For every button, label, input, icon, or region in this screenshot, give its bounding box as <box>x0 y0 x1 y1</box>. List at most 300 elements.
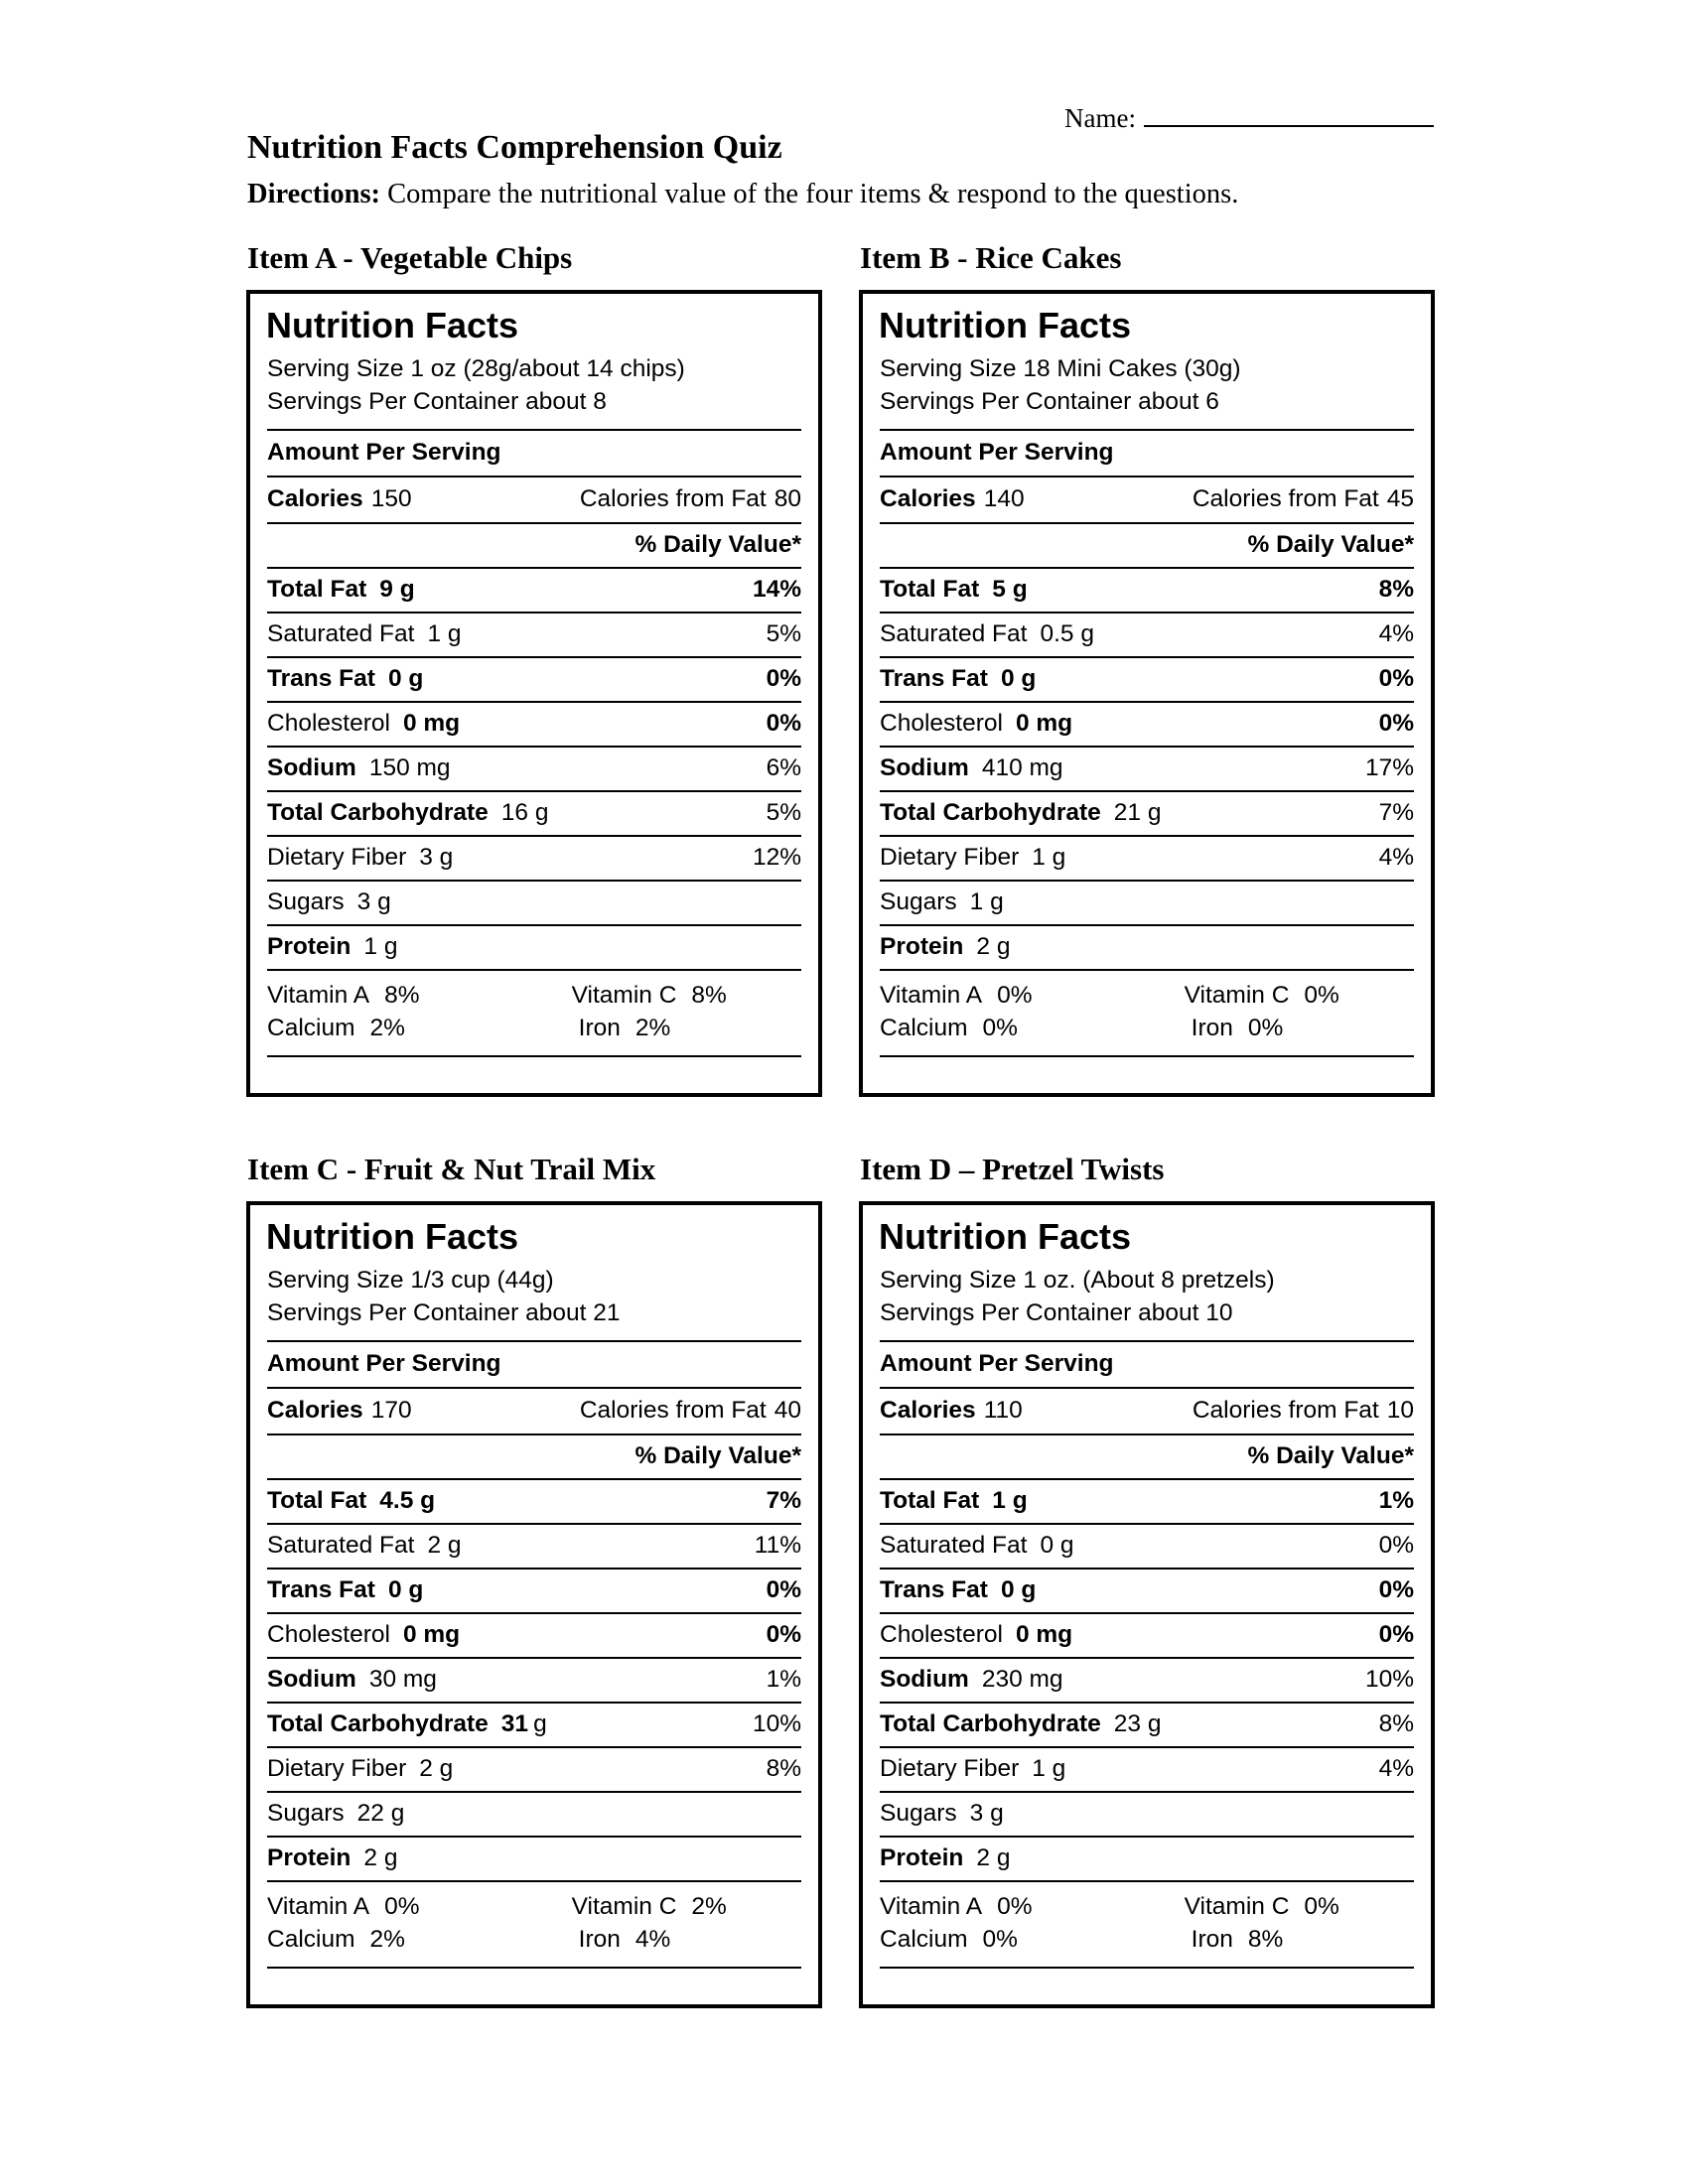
amount-per-serving-label: Amount Per Serving <box>880 1350 1114 1377</box>
nutrient-label: Cholesterol <box>880 1621 1003 1648</box>
calories <box>267 485 412 513</box>
calories-from-fat-label: Calories from Fat <box>1192 485 1379 512</box>
vitamin-cell <box>572 1890 801 1923</box>
nutrient-amount: 150 mg <box>368 754 451 781</box>
nutrient-amount: 2 g <box>976 933 1011 960</box>
panel-title: Nutrition Facts <box>879 1216 1132 1257</box>
nutrient-amount: 2 g <box>427 1532 462 1559</box>
nutrient-name-amount <box>880 1800 1004 1828</box>
nutrient-row <box>880 567 1414 612</box>
nutrient-amount: 0 g <box>1000 1576 1037 1603</box>
nutrient-label: Sugars <box>880 1800 957 1827</box>
daily-value-percent: 8% <box>1378 576 1414 603</box>
vitamin-cell <box>267 1890 572 1923</box>
calories-from-fat-value: 10 <box>1386 1397 1414 1424</box>
daily-value-percent: 1% <box>1378 1487 1414 1514</box>
divider <box>267 1055 801 1057</box>
vitamin-cell <box>1185 1890 1414 1923</box>
nutrient-row <box>880 924 1414 969</box>
vitamin-name: Calcium <box>880 1015 968 1041</box>
nutrient-label: Trans Fat <box>267 1576 375 1603</box>
nutrient-row <box>267 1657 801 1702</box>
nutrient-unit: g <box>533 1710 547 1737</box>
calories-row <box>880 478 1414 522</box>
daily-value-percent: 0% <box>766 1621 801 1648</box>
daily-value-percent: 8% <box>766 1755 801 1782</box>
nutrient-amount: 2 g <box>976 1844 1011 1871</box>
calories-from-fat <box>580 485 801 513</box>
calories-label: Calories <box>267 485 363 512</box>
servings-per-container: Servings Per Container about 8 <box>267 388 607 415</box>
nutrient-row <box>267 746 801 790</box>
serving-size: Serving Size 1 oz. (About 8 pretzels) <box>880 1267 1275 1294</box>
nutrient-amount: 21 g <box>1113 799 1162 826</box>
nutrient-name-amount <box>880 1532 1074 1560</box>
nutrient-amount: 1 g <box>363 933 398 960</box>
item-heading: Item A - Vegetable Chips <box>247 240 573 275</box>
vitamin-name: Vitamin C <box>1184 1893 1290 1920</box>
nutrient-label: Protein <box>880 1844 964 1871</box>
serving-size: Serving Size 1/3 cup (44g) <box>267 1267 554 1294</box>
nutrient-amount: 3 g <box>969 1800 1004 1827</box>
vitamin-name: Calcium <box>267 1015 355 1041</box>
nutrient-name-amount <box>267 1755 453 1783</box>
vitamins-block <box>880 969 1414 1055</box>
nutrient-name-amount <box>267 799 548 827</box>
vitamin-value: 0% <box>1304 1893 1339 1920</box>
nutrient-label: Saturated Fat <box>267 1532 415 1559</box>
nutrient-label: Total Fat <box>880 576 980 603</box>
servings-per-container: Servings Per Container about 10 <box>880 1299 1233 1326</box>
nutrient-row <box>267 567 801 612</box>
directions <box>247 179 1238 210</box>
nutrient-name-amount <box>267 754 451 782</box>
nutrient-label: Total Carbohydrate <box>880 799 1101 826</box>
nutrient-name-amount <box>880 1844 1010 1872</box>
vitamin-value: 8% <box>1247 1926 1284 1953</box>
nutrient-name-amount <box>880 1710 1161 1738</box>
daily-value-percent: 11% <box>754 1532 801 1559</box>
servings-per-container: Servings Per Container about 21 <box>267 1299 621 1326</box>
vitamins-block <box>267 969 801 1055</box>
nutrient-label: Saturated Fat <box>880 1532 1028 1559</box>
vitamin-cell <box>880 1890 1185 1923</box>
calories-label: Calories <box>880 1397 976 1424</box>
nutrient-row <box>880 701 1414 746</box>
daily-value-percent: 10% <box>752 1710 801 1737</box>
nutrient-name-amount <box>880 1621 1072 1649</box>
nutrient-amount: 1 g <box>1032 1755 1066 1782</box>
daily-value-header: % Daily Value* <box>634 1442 801 1469</box>
nutrient-row <box>267 790 801 835</box>
calories-row <box>267 1389 801 1433</box>
daily-value-percent: 0% <box>1378 1532 1414 1559</box>
nutrient-name-amount <box>880 799 1161 827</box>
nutrient-row <box>267 1523 801 1568</box>
divider <box>880 1967 1414 1969</box>
nutrient-name-amount <box>267 888 391 916</box>
nutrient-name-amount <box>880 1666 1063 1694</box>
serving-info <box>267 352 801 429</box>
nutrient-name-amount <box>267 710 460 738</box>
nutrient-name-amount <box>267 844 453 872</box>
calories-from-fat-value: 45 <box>1386 485 1414 512</box>
nutrient-row <box>267 612 801 656</box>
nutrient-label: Dietary Fiber <box>267 1755 407 1782</box>
vitamin-cell <box>267 979 572 1012</box>
vitamin-value: 0% <box>384 1893 420 1920</box>
nutrient-row <box>267 1791 801 1836</box>
nutrient-row <box>880 790 1414 835</box>
nutrient-amount: 1 g <box>1032 844 1066 871</box>
serving-size: Serving Size 18 Mini Cakes (30g) <box>880 355 1241 382</box>
vitamin-value: 2% <box>634 1015 671 1041</box>
calories <box>880 1397 1023 1425</box>
nutrient-row <box>267 835 801 880</box>
vitamin-cell <box>572 1012 801 1044</box>
nutrient-label: Cholesterol <box>267 1621 390 1648</box>
nutrient-row <box>880 656 1414 701</box>
nutrient-name-amount <box>880 665 1036 693</box>
nutrient-amount: 1 g <box>992 1487 1028 1514</box>
nutrient-rows <box>880 567 1414 969</box>
nutrient-amount: 0 g <box>387 665 424 692</box>
nutrient-name-amount <box>880 754 1063 782</box>
nutrient-label: Dietary Fiber <box>880 1755 1020 1782</box>
calories-from-fat <box>580 1397 801 1425</box>
daily-value-header: % Daily Value* <box>1247 531 1414 558</box>
calories-value: 110 <box>983 1397 1023 1424</box>
daily-value-percent: 0% <box>1378 710 1414 737</box>
nutrient-name-amount <box>267 933 397 961</box>
nutrient-row <box>267 1836 801 1880</box>
vitamin-cell <box>880 1012 1185 1044</box>
vitamin-cell <box>880 1923 1185 1956</box>
panel-title: Nutrition Facts <box>266 1216 519 1257</box>
nutrient-label: Protein <box>267 1844 352 1871</box>
daily-value-percent: 0% <box>766 665 801 692</box>
nutrient-label: Saturated Fat <box>267 620 415 647</box>
daily-value-percent: 5% <box>766 799 801 826</box>
panel-title: Nutrition Facts <box>266 305 519 345</box>
daily-value-percent: 7% <box>1378 799 1414 826</box>
vitamin-value: 4% <box>634 1926 671 1953</box>
amount-per-serving-label: Amount Per Serving <box>267 439 501 466</box>
vitamins-block <box>267 1880 801 1967</box>
daily-value-header: % Daily Value* <box>634 531 801 558</box>
nutrient-row <box>880 746 1414 790</box>
nutrition-item <box>859 240 1435 1097</box>
vitamin-name: Vitamin C <box>571 982 677 1009</box>
nutrient-row <box>880 1702 1414 1746</box>
vitamin-name: Calcium <box>267 1926 355 1953</box>
calories-from-fat-value: 40 <box>774 1397 801 1424</box>
calories-row <box>267 478 801 522</box>
nutrient-amount: 5 g <box>992 576 1028 603</box>
nutrient-name-amount <box>267 1800 404 1828</box>
nutrient-label: Protein <box>267 933 352 960</box>
nutrition-item <box>859 1152 1435 2008</box>
nutrient-label: Trans Fat <box>880 665 988 692</box>
vitamin-name: Iron <box>578 1015 621 1041</box>
nutrient-amount: 0 g <box>387 1576 424 1603</box>
serving-info <box>880 352 1414 429</box>
calories-value: 170 <box>370 1397 412 1424</box>
nutrient-name-amount <box>267 1487 435 1515</box>
nutrient-label: Dietary Fiber <box>880 844 1020 871</box>
calories-row <box>880 1389 1414 1433</box>
nutrient-amount: 30 mg <box>368 1666 437 1693</box>
nutrient-amount: 0 mg <box>1015 710 1073 737</box>
vitamin-value: 2% <box>369 1015 405 1041</box>
calories-from-fat <box>1193 485 1414 513</box>
nutrient-row <box>880 1612 1414 1657</box>
vitamin-value: 2% <box>691 1893 727 1920</box>
vitamins-block <box>880 1880 1414 1967</box>
nutrient-name-amount <box>267 1710 547 1738</box>
calories-label: Calories <box>880 485 976 512</box>
nutrient-amount: 0 g <box>1000 665 1037 692</box>
serving-info <box>880 1264 1414 1340</box>
vitamin-name: Iron <box>1191 1015 1233 1041</box>
daily-value-percent: 12% <box>752 844 801 871</box>
vitamin-name: Vitamin A <box>880 982 983 1009</box>
vitamin-cell <box>1185 1012 1414 1044</box>
calories <box>880 485 1025 513</box>
vitamin-name: Iron <box>578 1926 621 1953</box>
vitamin-name: Vitamin A <box>267 982 370 1009</box>
nutrient-amount: 3 g <box>356 888 391 915</box>
nutrient-rows <box>880 1478 1414 1880</box>
vitamin-name: Vitamin A <box>267 1893 370 1920</box>
nutrient-label: Sodium <box>880 1666 969 1693</box>
vitamin-cell <box>1185 979 1414 1012</box>
nutrient-amount: 31 <box>500 1710 529 1737</box>
nutrient-label: Sodium <box>267 754 356 781</box>
page-title: Nutrition Facts Comprehension Quiz <box>247 129 782 166</box>
panel-title: Nutrition Facts <box>879 305 1132 345</box>
nutrient-label: Cholesterol <box>267 710 390 737</box>
nutrient-label: Dietary Fiber <box>267 844 407 871</box>
daily-value-percent: 6% <box>766 754 801 781</box>
nutrient-label: Sodium <box>880 754 969 781</box>
daily-value-percent: 0% <box>1378 665 1414 692</box>
nutrient-amount: 1 g <box>427 620 462 647</box>
nutrient-name-amount <box>880 844 1065 872</box>
nutrient-row <box>267 924 801 969</box>
nutrient-row <box>880 1568 1414 1612</box>
nutrient-rows <box>267 1478 801 1880</box>
name-row <box>1064 97 1434 134</box>
nutrient-label: Total Fat <box>880 1487 980 1514</box>
name-label: Name: <box>1064 103 1136 133</box>
nutrient-label: Total Fat <box>267 576 367 603</box>
amount-per-serving-label: Amount Per Serving <box>267 1350 501 1377</box>
nutrition-item <box>246 240 822 1097</box>
vitamin-cell <box>267 1923 572 1956</box>
calories-from-fat-label: Calories from Fat <box>579 485 767 512</box>
daily-value-percent: 7% <box>766 1487 801 1514</box>
nutrient-amount: 3 g <box>419 844 454 871</box>
nutrient-amount: 9 g <box>379 576 415 603</box>
daily-value-percent: 0% <box>766 1576 801 1603</box>
vitamin-value: 2% <box>369 1926 405 1953</box>
nutrient-label: Sugars <box>267 1800 345 1827</box>
vitamin-name: Iron <box>1191 1926 1233 1953</box>
vitamin-cell <box>1185 1923 1414 1956</box>
nutrient-label: Total Fat <box>267 1487 367 1514</box>
nutrient-amount: 22 g <box>356 1800 405 1827</box>
calories-value: 140 <box>983 485 1025 512</box>
nutrient-row <box>267 701 801 746</box>
nutrient-amount: 230 mg <box>981 1666 1063 1693</box>
nutrient-amount: 0.5 g <box>1040 620 1094 647</box>
nutrient-amount: 0 mg <box>1015 1621 1073 1648</box>
nutrient-row <box>880 1657 1414 1702</box>
nutrient-label: Total Carbohydrate <box>267 1710 489 1737</box>
calories <box>267 1397 412 1425</box>
nutrient-label: Total Carbohydrate <box>267 799 489 826</box>
item-heading: Item B - Rice Cakes <box>860 240 1122 275</box>
serving-size: Serving Size 1 oz (28g/about 14 chips) <box>267 355 685 382</box>
name-blank-line <box>1144 97 1434 127</box>
nutrient-row <box>880 1746 1414 1791</box>
nutrient-amount: 1 g <box>969 888 1004 915</box>
nutrition-facts-panel <box>859 1201 1435 2008</box>
nutrient-label: Protein <box>880 933 964 960</box>
daily-value-percent: 1% <box>766 1666 801 1693</box>
nutrient-name-amount <box>880 1755 1065 1783</box>
daily-value-percent: 4% <box>1378 1755 1414 1782</box>
nutrient-name-amount <box>267 1844 397 1872</box>
nutrient-row <box>880 880 1414 924</box>
vitamin-cell <box>880 979 1185 1012</box>
directions-text: Compare the nutritional value of the four items & respond to the questions. <box>380 179 1239 209</box>
nutrient-row <box>880 835 1414 880</box>
calories-from-fat-label: Calories from Fat <box>1192 1397 1379 1424</box>
nutrient-label: Trans Fat <box>267 665 375 692</box>
nutrient-label: Cholesterol <box>880 710 1003 737</box>
daily-value-percent: 5% <box>766 620 801 647</box>
daily-value-percent: 10% <box>1364 1666 1414 1693</box>
nutrient-name-amount <box>267 1666 437 1694</box>
nutrient-name-amount <box>880 620 1094 648</box>
amount-per-serving-label: Amount Per Serving <box>880 439 1114 466</box>
daily-value-percent: 8% <box>1378 1710 1414 1737</box>
daily-value-percent: 4% <box>1378 844 1414 871</box>
nutrient-amount: 0 g <box>1040 1532 1074 1559</box>
daily-value-header: % Daily Value* <box>1247 1442 1414 1469</box>
calories-from-fat-label: Calories from Fat <box>579 1397 767 1424</box>
nutrient-name-amount <box>267 1621 460 1649</box>
daily-value-percent: 17% <box>1364 754 1414 781</box>
nutrient-amount: 410 mg <box>981 754 1063 781</box>
nutrient-name-amount <box>880 888 1004 916</box>
vitamin-value: 8% <box>691 982 727 1009</box>
vitamin-name: Calcium <box>880 1926 968 1953</box>
nutrient-amount: 2 g <box>419 1755 454 1782</box>
nutrient-name-amount <box>267 665 423 693</box>
nutrition-item <box>246 1152 822 2008</box>
vitamin-value: 0% <box>997 1893 1033 1920</box>
nutrient-row <box>880 612 1414 656</box>
vitamin-name: Vitamin C <box>1184 982 1290 1009</box>
nutrient-name-amount <box>880 1487 1028 1515</box>
nutrient-amount: 23 g <box>1113 1710 1162 1737</box>
nutrient-row <box>267 1568 801 1612</box>
nutrient-row <box>267 1702 801 1746</box>
vitamin-value: 0% <box>1304 982 1339 1009</box>
daily-value-percent: 4% <box>1378 620 1414 647</box>
nutrient-amount: 0 mg <box>402 710 461 737</box>
daily-value-percent: 14% <box>752 576 801 603</box>
nutrient-row <box>880 1478 1414 1523</box>
vitamin-cell <box>267 1012 572 1044</box>
nutrient-label: Sugars <box>880 888 957 915</box>
item-heading: Item D – Pretzel Twists <box>860 1152 1165 1186</box>
calories-from-fat-value: 80 <box>774 485 801 512</box>
nutrient-row <box>267 880 801 924</box>
calories-value: 150 <box>370 485 412 512</box>
nutrient-name-amount <box>880 576 1028 604</box>
vitamin-name: Vitamin A <box>880 1893 983 1920</box>
vitamin-value: 0% <box>982 1926 1018 1953</box>
calories-label: Calories <box>267 1397 363 1424</box>
daily-value-percent: 0% <box>1378 1576 1414 1603</box>
serving-info <box>267 1264 801 1340</box>
nutrient-name-amount <box>267 1576 423 1604</box>
vitamin-value: 0% <box>982 1015 1018 1041</box>
nutrient-name-amount <box>267 576 415 604</box>
nutrient-amount: 4.5 g <box>379 1487 436 1514</box>
nutrient-amount: 0 mg <box>402 1621 461 1648</box>
daily-value-percent: 0% <box>1378 1621 1414 1648</box>
nutrient-row <box>267 656 801 701</box>
nutrient-label: Trans Fat <box>880 1576 988 1603</box>
nutrient-row <box>267 1478 801 1523</box>
nutrient-name-amount <box>880 1576 1036 1604</box>
nutrient-label: Sugars <box>267 888 345 915</box>
nutrient-name-amount <box>267 620 462 648</box>
directions-label: Directions: <box>247 179 381 209</box>
nutrient-row <box>880 1523 1414 1568</box>
nutrition-facts-panel <box>246 1201 822 2008</box>
nutrient-name-amount <box>880 710 1072 738</box>
nutrient-row <box>880 1791 1414 1836</box>
nutrient-row <box>267 1612 801 1657</box>
calories-from-fat <box>1193 1397 1414 1425</box>
nutrient-amount: 16 g <box>500 799 549 826</box>
nutrient-label: Saturated Fat <box>880 620 1028 647</box>
vitamin-cell <box>572 1923 801 1956</box>
nutrient-row <box>267 1746 801 1791</box>
nutrient-amount: 2 g <box>363 1844 398 1871</box>
vitamin-value: 8% <box>384 982 420 1009</box>
nutrient-row <box>880 1836 1414 1880</box>
divider <box>267 1967 801 1969</box>
vitamin-cell <box>572 979 801 1012</box>
nutrient-rows <box>267 567 801 969</box>
vitamin-value: 0% <box>997 982 1033 1009</box>
nutrition-facts-panel <box>859 290 1435 1097</box>
servings-per-container: Servings Per Container about 6 <box>880 388 1219 415</box>
nutrient-name-amount <box>267 1532 462 1560</box>
daily-value-percent: 0% <box>766 710 801 737</box>
vitamin-value: 0% <box>1247 1015 1284 1041</box>
nutrient-label: Sodium <box>267 1666 356 1693</box>
divider <box>880 1055 1414 1057</box>
nutrient-name-amount <box>880 933 1010 961</box>
